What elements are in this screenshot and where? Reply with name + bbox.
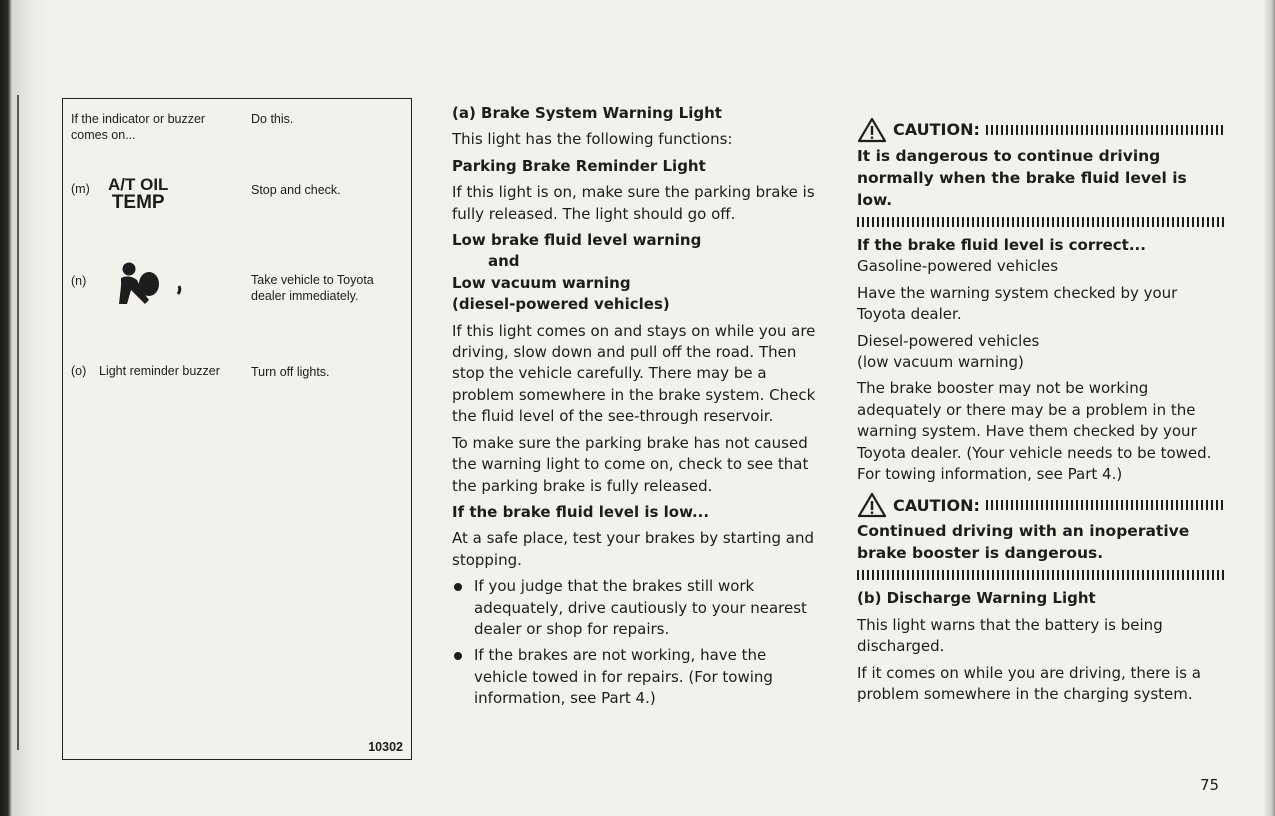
section-heading: If the brake fluid level is low... <box>452 502 710 521</box>
caution-text: It is dangerous to continue driving normally when the brake fluid level is low. <box>857 147 1187 209</box>
airbag-warning-icon <box>115 260 205 308</box>
section-title: (b) Discharge Warning Light <box>857 589 1096 608</box>
section-heading: and <box>488 252 520 271</box>
row-action: Stop and check. <box>251 183 341 197</box>
section-heading: Parking Brake Reminder Light <box>452 156 706 175</box>
row-symbol-text: Light reminder buzzer <box>99 364 220 378</box>
paragraph: Diesel-powered vehicles <box>857 331 1040 350</box>
figure-code: 10302 <box>368 740 403 754</box>
warning-triangle-icon <box>857 492 887 518</box>
binding-line <box>17 95 19 750</box>
page-binding <box>0 0 48 816</box>
caution-label: CAUTION: <box>893 495 980 515</box>
caution-rule <box>986 125 1225 135</box>
caution-rule <box>857 570 1225 580</box>
caution-text: Continued driving with an inoperative brake booster is dangerous. <box>857 522 1190 563</box>
paragraph: Have the warning system checked by your Toyota dealer. <box>857 283 1178 324</box>
paragraph: This light warns that the battery is being discharged. <box>857 615 1163 656</box>
bullet-item: If the brakes are not working, have the vehicle towed in for repairs. (For towing information, see Part 4.) <box>452 645 822 709</box>
at-oil-temp-symbol <box>108 176 168 212</box>
paragraph: The brake booster may not be working adequately or there may be a problem in the warning system. Have them checked by your Toyota dealer. (Your vehicle needs to be towed. For towing information, see Part 4.) <box>857 379 1212 484</box>
middle-column <box>452 103 822 710</box>
row-label: (o) <box>71 364 87 378</box>
caution-rule <box>986 500 1225 510</box>
section-heading: (diesel-powered vehicles) <box>452 295 670 314</box>
warning-triangle-icon <box>857 117 887 143</box>
page-edge <box>1263 0 1275 816</box>
caution-header <box>857 115 1225 145</box>
row-action: Turn off lights. <box>251 365 330 379</box>
symbol-line: A/T OIL <box>108 175 169 194</box>
paragraph: If this light comes on and stays on while you are driving, slow down and pull off the road. Then stop the vehicle carefully. There may be a problem somewhere in the brake system. Check the fluid level of the see-through reservoir. <box>452 321 816 426</box>
row-label: (m) <box>71 182 90 196</box>
paragraph: (low vacuum warning) <box>857 353 1024 372</box>
row-action: Take vehicle to Toyota dealer immediately. <box>251 273 374 303</box>
section-heading: Low vacuum warning <box>452 273 631 292</box>
paragraph: If this light is on, make sure the parking brake is fully released. The light should go off. <box>452 183 815 223</box>
bullet-item: If you judge that the brakes still work adequately, drive cautiously to your nearest dealer or shop for repairs. <box>452 576 822 640</box>
right-column <box>857 115 1225 706</box>
section-title: (a) Brake System Warning Light <box>452 104 722 122</box>
paragraph: If it comes on while you are driving, there is a problem somewhere in the charging system. <box>857 663 1201 704</box>
paragraph: At a safe place, test your brakes by starting and stopping. <box>452 529 814 569</box>
caution-rule <box>857 217 1225 227</box>
caution-label: CAUTION: <box>893 120 980 140</box>
indicator-table <box>62 98 412 760</box>
page-number: 75 <box>1200 776 1220 794</box>
paragraph: Gasoline-powered vehicles <box>857 257 1059 276</box>
caution-header <box>857 490 1225 520</box>
header-indicator: If the indicator or buzzer comes on... <box>71 112 206 142</box>
row-label: (n) <box>71 274 87 288</box>
section-heading: Low brake fluid level warning <box>452 231 702 250</box>
section-heading: If the brake fluid level is correct... <box>857 236 1146 254</box>
paragraph: This light has the following functions: <box>452 130 733 149</box>
paragraph: To make sure the parking brake has not caused the warning light to come on, check to see that the parking brake is fully released. <box>452 433 809 495</box>
header-action: Do this. <box>251 112 294 126</box>
symbol-line: TEMP <box>111 192 165 213</box>
